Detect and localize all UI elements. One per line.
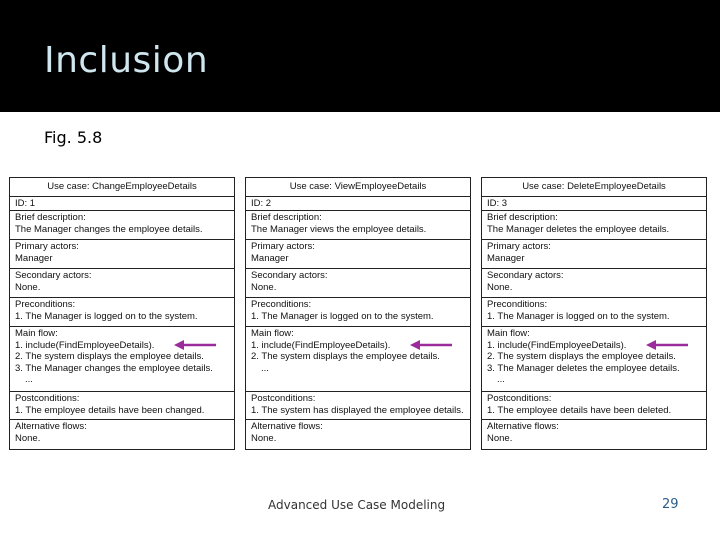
post-label: Postconditions: (487, 393, 552, 404)
main-step-3: 3. The Manager changes the employee details. (15, 362, 213, 374)
figure-label: Fig. 5.8 (44, 128, 103, 147)
title-bar (0, 0, 720, 112)
post-label: Postconditions: (251, 393, 316, 404)
secondary-label: Secondary actors: (15, 270, 92, 281)
use-case-table-view (245, 177, 471, 450)
arrow-left-icon (410, 339, 452, 351)
slide-title: Inclusion (44, 40, 209, 81)
secondary-actors (482, 269, 706, 298)
preconditions (246, 298, 470, 327)
main-step-1: 1. include(FindEmployeeDetails). (487, 339, 627, 351)
secondary-text: None. (251, 281, 277, 293)
main-step-1: 1. include(FindEmployeeDetails). (251, 339, 391, 351)
brief-label: Brief description: (15, 212, 86, 223)
postconditions (246, 392, 470, 420)
primary-text: Manager (251, 252, 289, 264)
alternative-flows (10, 420, 234, 449)
alt-label: Alternative flows: (251, 421, 323, 432)
primary-label: Primary actors: (251, 241, 315, 252)
brief-description (482, 211, 706, 240)
use-case-table-delete (481, 177, 707, 450)
main-step-3: 3. The Manager deletes the employee details. (487, 362, 680, 374)
postconditions (482, 392, 706, 420)
arrow-left-icon (174, 339, 216, 351)
alt-text: None. (487, 432, 513, 444)
main-label: Main flow: (487, 328, 530, 339)
brief-text: The Manager views the employee details. (251, 223, 427, 235)
main-step-2: 2. The system displays the employee details. (487, 351, 676, 362)
postconditions (10, 392, 234, 420)
page-number: 29 (662, 497, 679, 512)
alt-text: None. (15, 432, 41, 444)
brief-text: The Manager deletes the employee details. (487, 223, 670, 235)
main-label: Main flow: (251, 328, 294, 339)
alternative-flows (246, 420, 470, 449)
secondary-text: None. (15, 281, 41, 293)
primary-label: Primary actors: (487, 241, 551, 252)
main-step-1: 1. include(FindEmployeeDetails). (15, 339, 155, 351)
brief-label: Brief description: (487, 212, 558, 223)
use-case-table-change (9, 177, 235, 450)
secondary-text: None. (487, 281, 513, 293)
preconditions (482, 298, 706, 327)
arrow-left-icon (646, 339, 688, 351)
use-case-header: Use case: DeleteEmployeeDetails (482, 178, 706, 197)
main-flow (10, 327, 234, 392)
secondary-label: Secondary actors: (251, 270, 328, 281)
post-text: 1. The employee details have been changed. (15, 404, 205, 416)
main-flow (246, 327, 470, 392)
main-step-3: ... (261, 362, 269, 374)
slide-footer: Advanced Use Case Modeling (268, 498, 446, 512)
preconditions (10, 298, 234, 327)
primary-text: Manager (487, 252, 525, 264)
main-step-2: 2. The system displays the employee details. (251, 351, 440, 362)
main-step-4: ... (497, 374, 505, 385)
brief-label: Brief description: (251, 212, 322, 223)
use-case-id: ID: 2 (246, 197, 470, 211)
primary-actors (246, 240, 470, 269)
main-step-2: 2. The system displays the employee details. (15, 351, 204, 362)
post-text: 1. The employee details have been deleted. (487, 404, 672, 416)
use-case-id: ID: 1 (10, 197, 234, 211)
secondary-label: Secondary actors: (487, 270, 564, 281)
pre-text: 1. The Manager is logged on to the system. (251, 310, 434, 322)
post-label: Postconditions: (15, 393, 80, 404)
pre-label: Preconditions: (15, 299, 76, 310)
alt-label: Alternative flows: (487, 421, 559, 432)
alternative-flows (482, 420, 706, 449)
pre-label: Preconditions: (251, 299, 312, 310)
brief-text: The Manager changes the employee details. (15, 223, 203, 235)
use-case-id: ID: 3 (482, 197, 706, 211)
main-flow (482, 327, 706, 392)
alt-label: Alternative flows: (15, 421, 87, 432)
alt-text: None. (251, 432, 277, 444)
pre-text: 1. The Manager is logged on to the system. (15, 310, 198, 322)
primary-text: Manager (15, 252, 53, 264)
use-case-header: Use case: ChangeEmployeeDetails (10, 178, 234, 197)
main-step-4: ... (25, 374, 33, 385)
secondary-actors (10, 269, 234, 298)
post-text: 1. The system has displayed the employee details. (251, 404, 464, 416)
primary-actors (10, 240, 234, 269)
primary-label: Primary actors: (15, 241, 79, 252)
brief-description (10, 211, 234, 240)
main-label: Main flow: (15, 328, 58, 339)
use-case-header: Use case: ViewEmployeeDetails (246, 178, 470, 197)
primary-actors (482, 240, 706, 269)
secondary-actors (246, 269, 470, 298)
pre-text: 1. The Manager is logged on to the system. (487, 310, 670, 322)
brief-description (246, 211, 470, 240)
pre-label: Preconditions: (487, 299, 548, 310)
